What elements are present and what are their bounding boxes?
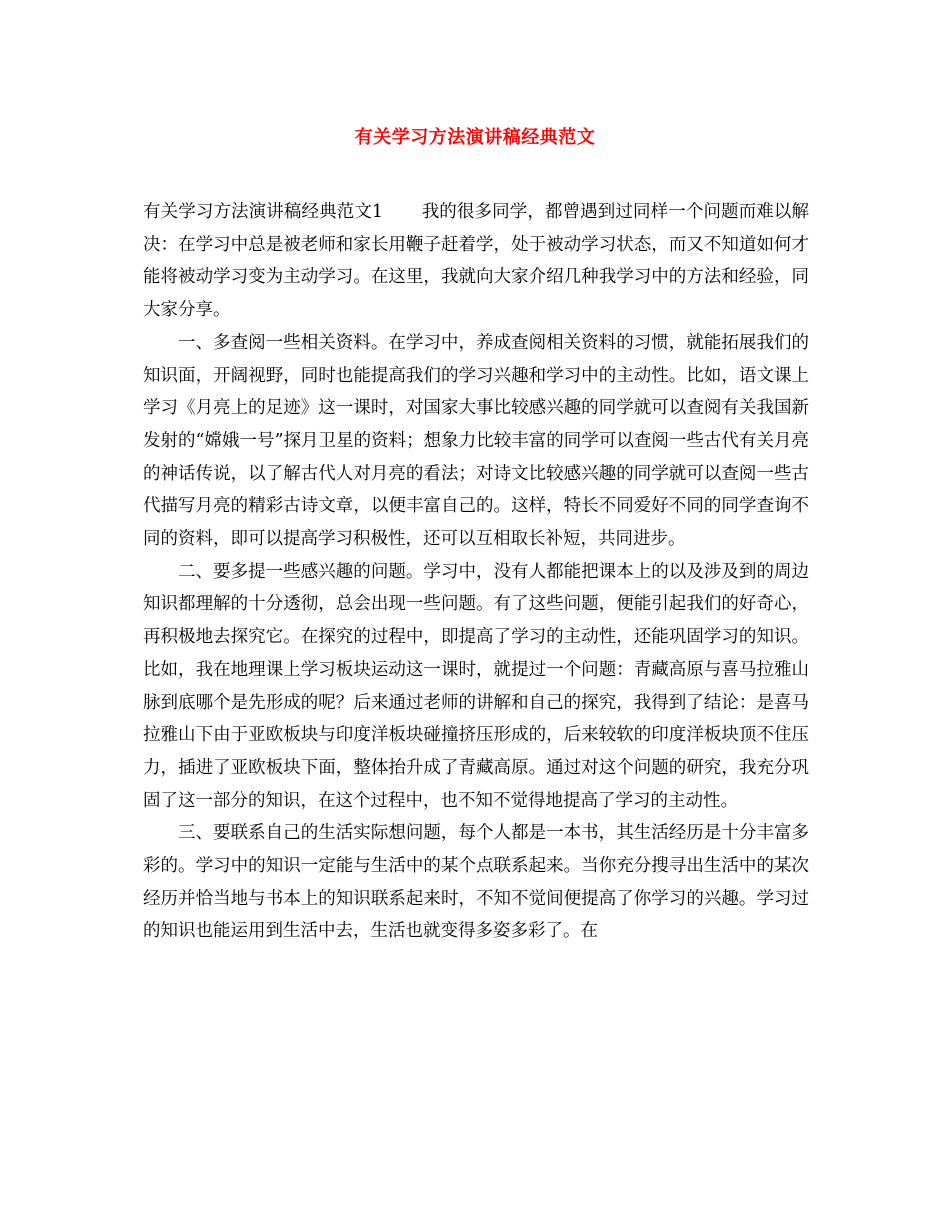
document-title: 有关学习方法演讲稿经典范文 bbox=[354, 127, 596, 148]
section-heading: 有关学习方法演讲稿经典范文1 bbox=[143, 202, 384, 222]
intro-text: 我的很多同学，都曾遇到过同样一个问题而难以解决：在学习中总是被老师和家长用鞭子赶着学，处于被动学习状态，而又不知道如何才能将被动学习变为主动学习。在这里，我就向大家介绍几种我学习中的方法和经验，同大家分享。 bbox=[143, 202, 810, 321]
body-paragraph-1: 一、多查阅一些相关资料。在学习中，养成查阅相关资料的习惯，就能拓展我们的知识面，开阔视野，同时也能提高我们的学习兴趣和学习中的主动性。比如，语文课上学习《月亮上的足迹》这一课时，对国家大事比较感兴趣的同学就可以查阅有关我国新发射的“嫦娥一号”探月卫星的资料；想象力比较丰富的同学可以查阅一些古代有关月亮的神话传说，以了解古代人对月亮的看法；对诗文比较感兴趣的同学就可以查阅一些古代描写月亮的精彩古诗文章，以便丰富自己的。这样，特长不同爱好不同的同学查询不同的资料，即可以提高学习积极性，还可以互相取长补短，共同进步。 bbox=[143, 332, 809, 550]
intro-paragraph bbox=[143, 196, 809, 327]
document-body bbox=[143, 196, 809, 948]
body-paragraph-3: 三、要联系自己的生活实际想问题，每个人都是一本书，其生活经历是十分丰富多彩的。学习中的知识一定能与生活中的某个点联系起来。当你充分搜寻出生活中的某次经历并恰当地与书本上的知识联系起来时，不知不觉间便提高了你学习的兴趣。学习过的知识也能运用到生活中去，生活也就变得多姿多彩了。在 bbox=[143, 823, 809, 942]
body-paragraph-2: 二、要多提一些感兴趣的问题。学习中，没有人都能把课本上的以及涉及到的周边知识都理解的十分透彻，总会出现一些问题。有了这些问题，便能引起我们的好奇心，再积极地去探究它。在探究的过程中，即提高了学习的主动性，还能巩固学习的知识。比如，我在地理课上学习板块运动这一课时，就提过一个问题：青藏高原与喜马拉雅山脉到底哪个是先形成的呢？后来通过老师的讲解和自己的探究，我得到了结论：是喜马拉雅山下由于亚欧板块与印度洋板块碰撞挤压形成的，后来较软的印度洋板块顶不住压力，插进了亚欧板块下面，整体抬升成了青藏高原。通过对这个问题的研究，我充分巩固了这一部分的知识，在这个过程中，也不知不觉得地提高了学习的主动性。 bbox=[143, 561, 809, 811]
